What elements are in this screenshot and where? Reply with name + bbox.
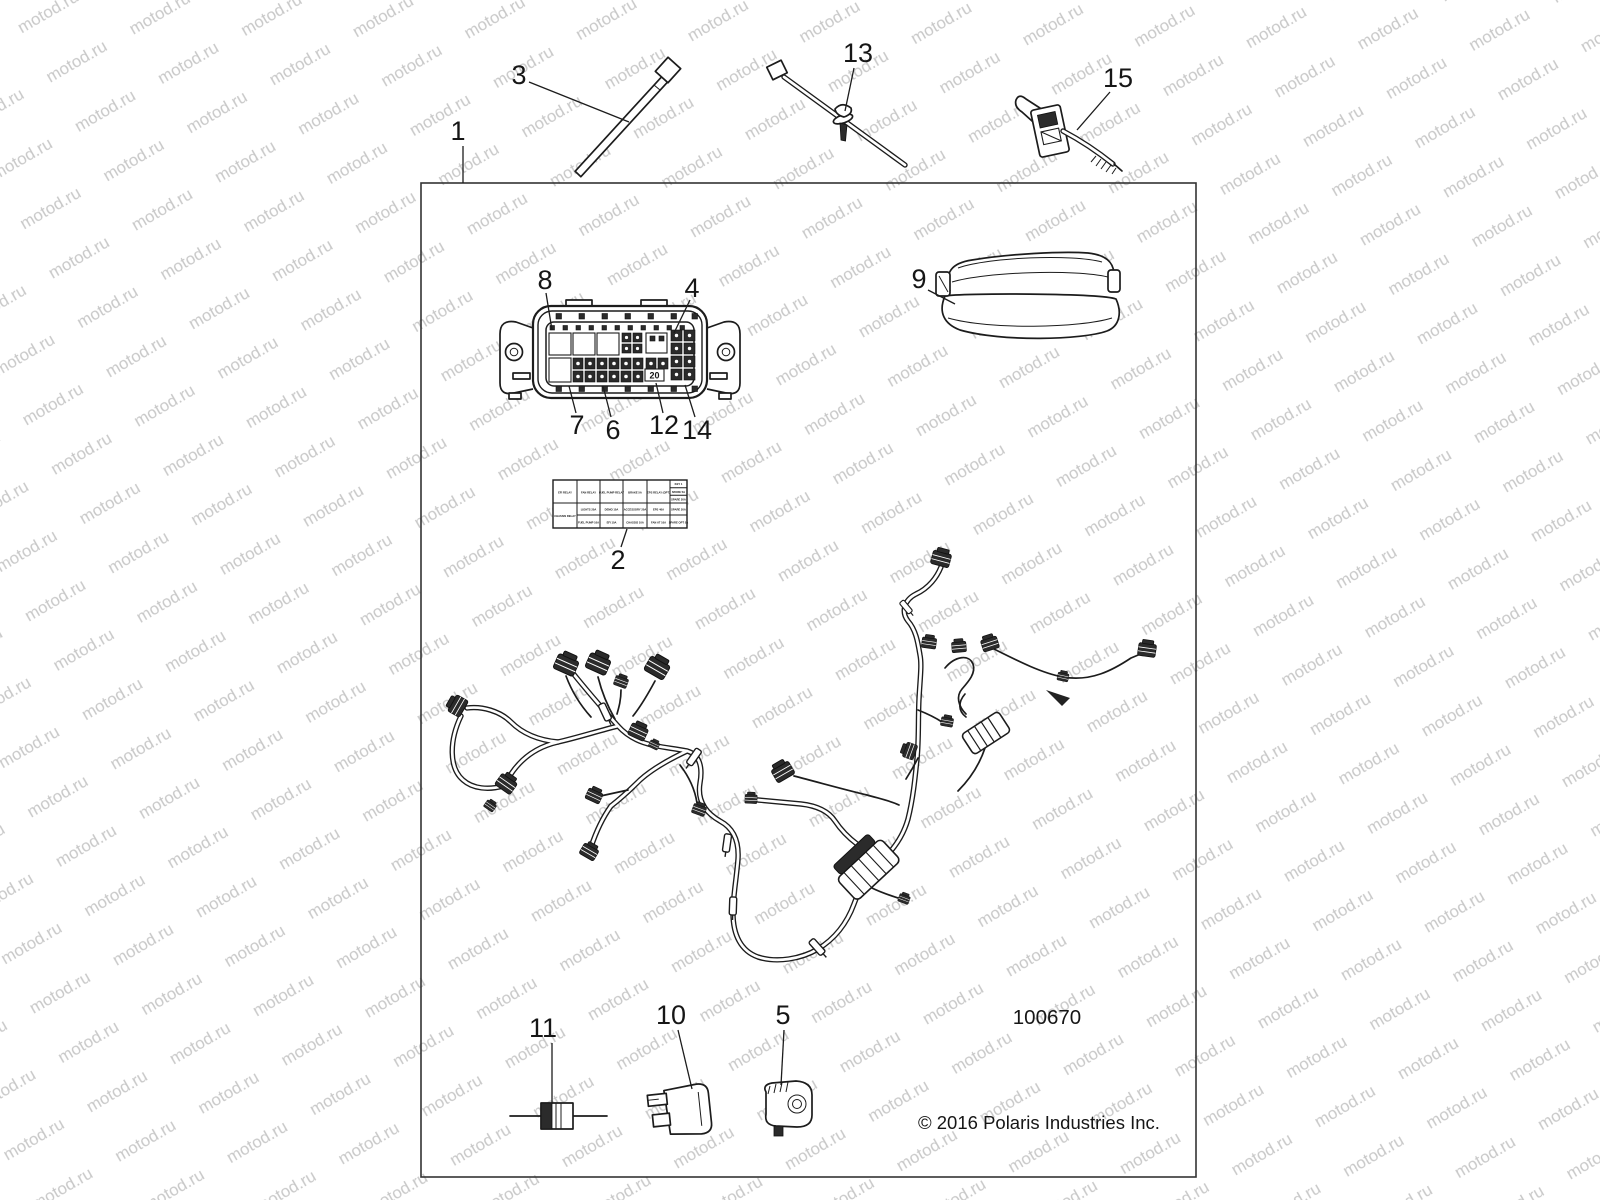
fuse-label-cell: KEY 1 — [674, 483, 683, 486]
svg-text:3: 3 — [511, 60, 527, 90]
fuse-label-cell: SPARE OPT 5A — [668, 521, 689, 525]
relay-socket — [549, 333, 571, 355]
fuse-label-cell: FUEL PUMP 10A — [577, 521, 600, 525]
svg-text:15: 15 — [1102, 63, 1134, 93]
svg-text:11: 11 — [528, 1013, 558, 1043]
fuse-label-cell: ACCESSORY 20A — [623, 508, 647, 512]
svg-text:12: 12 — [648, 410, 680, 440]
fuse-block — [500, 300, 740, 399]
part-number: 100670 — [1012, 1006, 1082, 1029]
fuse-label-cell: EPS RELAY (OPT) — [647, 491, 670, 495]
fuse-label-cell: EPS 40A — [652, 508, 665, 512]
fuse-label-cell: CHASSIS 10A — [626, 521, 644, 525]
copyright: © 2016 Polaris Industries Inc. — [918, 1112, 1160, 1133]
fuse-label-cell: FUEL PUMP RELAY — [598, 491, 625, 495]
fuse-label-cell: EFI 10A — [606, 521, 617, 525]
push-mount-pin — [840, 123, 847, 141]
fuse-label-cell: SPARE 20A — [671, 498, 686, 502]
bolt-hole-right — [718, 344, 735, 361]
svg-text:10: 10 — [655, 1000, 687, 1030]
svg-text:8: 8 — [537, 265, 553, 295]
relay-socket — [597, 333, 619, 355]
svg-text:13: 13 — [842, 38, 874, 68]
fuse-label-cell: SPARE 5A — [671, 490, 686, 494]
fuse-label-cell: DEMO 10A — [604, 508, 619, 512]
svg-text:1: 1 — [450, 116, 466, 146]
cover-latch-right — [1108, 270, 1120, 292]
svg-text:14: 14 — [681, 415, 713, 445]
fuse-label-cell: SPARE 20A — [671, 508, 686, 512]
svg-text:9: 9 — [911, 264, 927, 294]
svg-text:2: 2 — [610, 545, 626, 575]
relay-socket — [549, 358, 571, 382]
fuse-label-cell: CHASSIS RELAY — [554, 515, 576, 518]
svg-text:7: 7 — [569, 410, 585, 440]
svg-text:4: 4 — [684, 273, 700, 303]
fuse-label-cell: FAN RELAY — [581, 491, 596, 495]
svg-text:5: 5 — [775, 1000, 791, 1030]
fuse-box-cover — [936, 252, 1120, 338]
svg-text:6: 6 — [605, 415, 621, 445]
fuse-label-cell: FAN AT 10A — [650, 521, 667, 525]
fuse-20a-label: 20 — [649, 370, 660, 381]
fuse-label-cell: BRAKE 5A — [628, 491, 642, 495]
fuse-label-cell: LIGHTS 20A — [580, 508, 597, 512]
fuse-label-decal — [553, 480, 688, 528]
bolt-hole-left — [506, 344, 523, 361]
fuse-label-cell: EFI RELAY — [558, 491, 572, 495]
relay-socket — [573, 333, 595, 355]
